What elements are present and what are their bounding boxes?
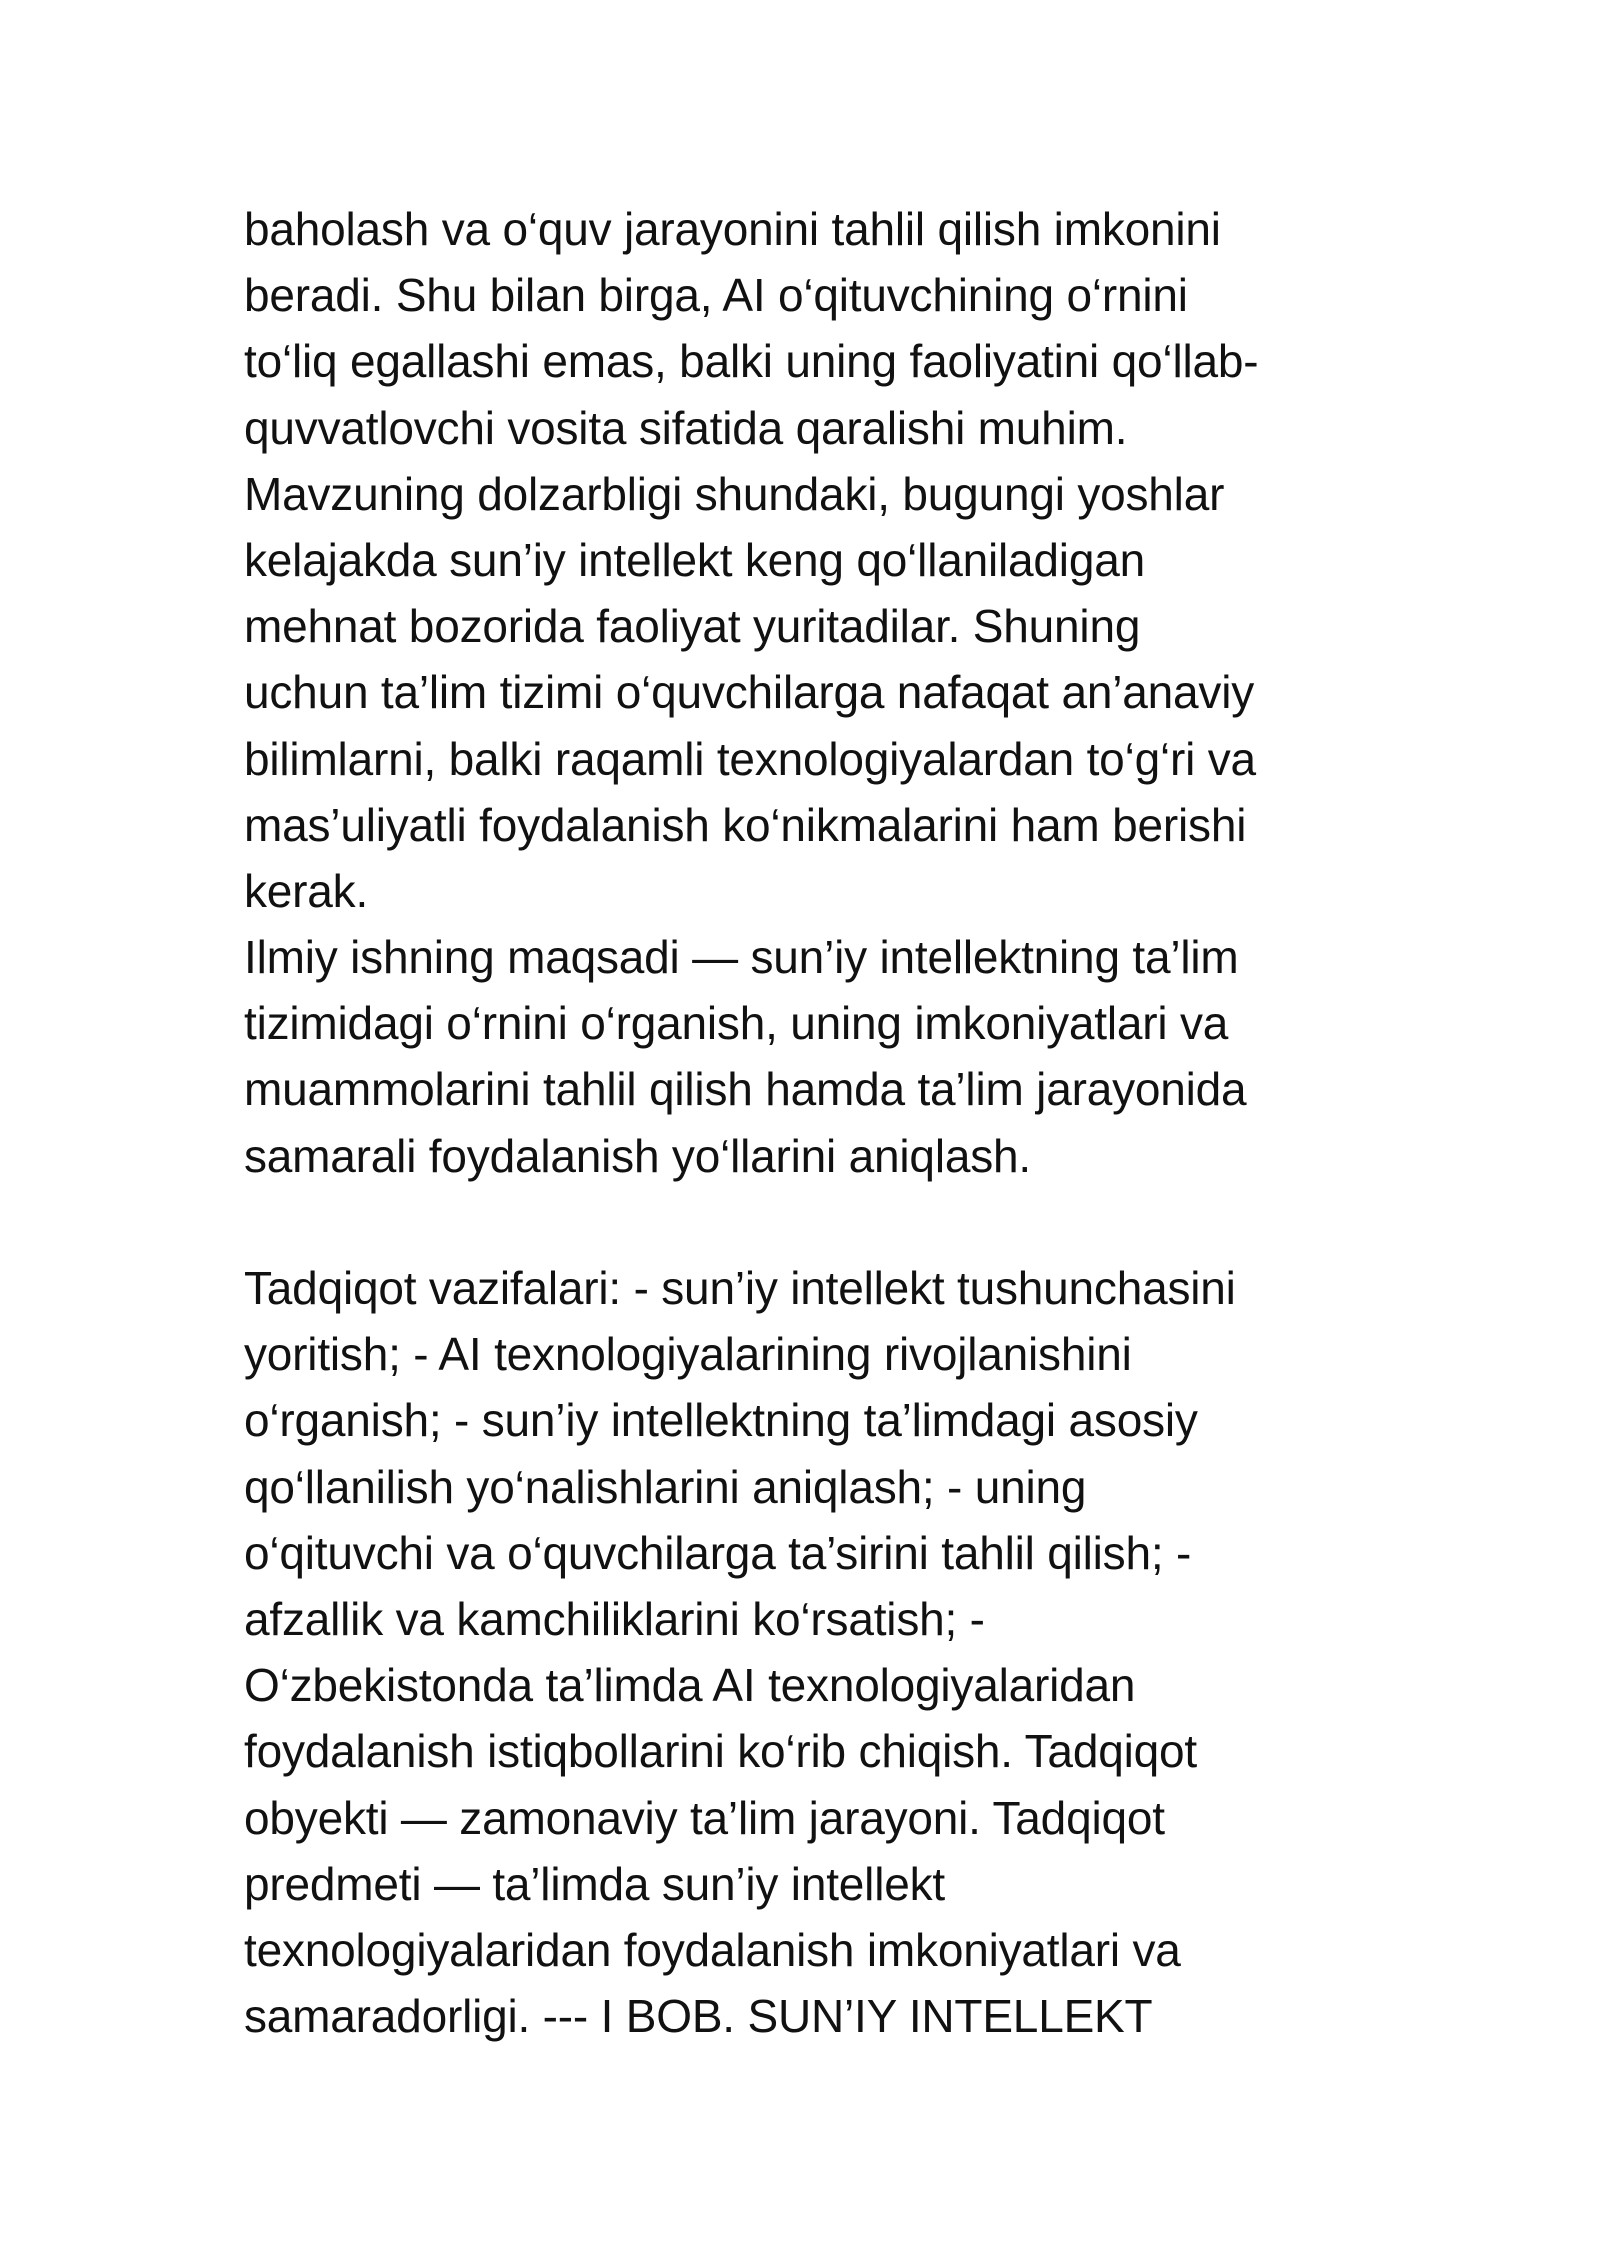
text-line: kelajakda sun’iy intellekt keng qo‘llaniladigan: [244, 533, 1145, 586]
text-line: mehnat bozorida faoliyat yuritadilar. Shuning: [244, 600, 1141, 653]
text-line: Ilmiy ishning maqsadi — sun’iy intellektning ta’lim: [244, 931, 1239, 984]
text-line: mas’uliyatli foydalanish ko‘nikmalarini ham berishi: [244, 798, 1247, 851]
text-line: uchun ta’lim tizimi o‘quvchilarga nafaqat an’anaviy: [244, 666, 1255, 719]
text-line: bilimlarni, balki raqamli texnologiyalardan to‘g‘ri va: [244, 732, 1256, 785]
text-line: samaradorligi. --- I BOB. SUN’IY INTELLEKT: [244, 1990, 1153, 2043]
text-line: to‘liq egallashi emas, balki uning faoliyatini qo‘llab-: [244, 335, 1259, 388]
paragraph-gap: [244, 1189, 1424, 1255]
text-line: tizimidagi o‘rnini o‘rganish, uning imkoniyatlari va: [244, 997, 1229, 1050]
text-line: kerak.: [244, 864, 369, 917]
text-line: predmeti — ta’limda sun’iy intellekt: [244, 1857, 945, 1910]
text-line: samarali foydalanish yo‘llarini aniqlash.: [244, 1129, 1031, 1182]
text-line: Mavzuning dolzarbligi shundaki, bugungi yoshlar: [244, 467, 1225, 520]
text-line: foydalanish istiqbollarini ko‘rib chiqish. Tadqiqot: [244, 1725, 1197, 1778]
text-line: muammolarini tahlil qilish hamda ta’lim jarayonida: [244, 1063, 1247, 1116]
text-line: quvvatlovchi vosita sifatida qaralishi muhim.: [244, 401, 1128, 454]
text-line: o‘rganish; - sun’iy intellektning ta’limdagi asosiy: [244, 1394, 1198, 1447]
text-line: obyekti — zamonaviy ta’lim jarayoni. Tadqiqot: [244, 1791, 1165, 1844]
text-line: afzallik va kamchiliklarini ko‘rsatish; -: [244, 1592, 985, 1645]
text-line: Tadqiqot vazifalari: - sun’iy intellekt tushunchasini: [244, 1262, 1236, 1314]
text-line: beradi. Shu bilan birga, AI o‘qituvchining o‘rnini: [244, 269, 1188, 322]
body-text: [244, 196, 1424, 2049]
text-line: yoritish; - AI texnologiyalarining rivojlanishini: [244, 1328, 1132, 1381]
text-line: o‘qituvchi va o‘quvchilarga ta’sirini tahlil qilish; -: [244, 1526, 1192, 1579]
text-line: baholash va o‘quv jarayonini tahlil qilish imkonini: [244, 203, 1221, 255]
text-line: qo‘llanilish yo‘nalishlarini aniqlash; - uning: [244, 1460, 1087, 1513]
text-line: O‘zbekistonda ta’limda AI texnologiyalaridan: [244, 1659, 1136, 1712]
text-line: texnologiyalaridan foydalanish imkoniyatlari va: [244, 1923, 1181, 1976]
